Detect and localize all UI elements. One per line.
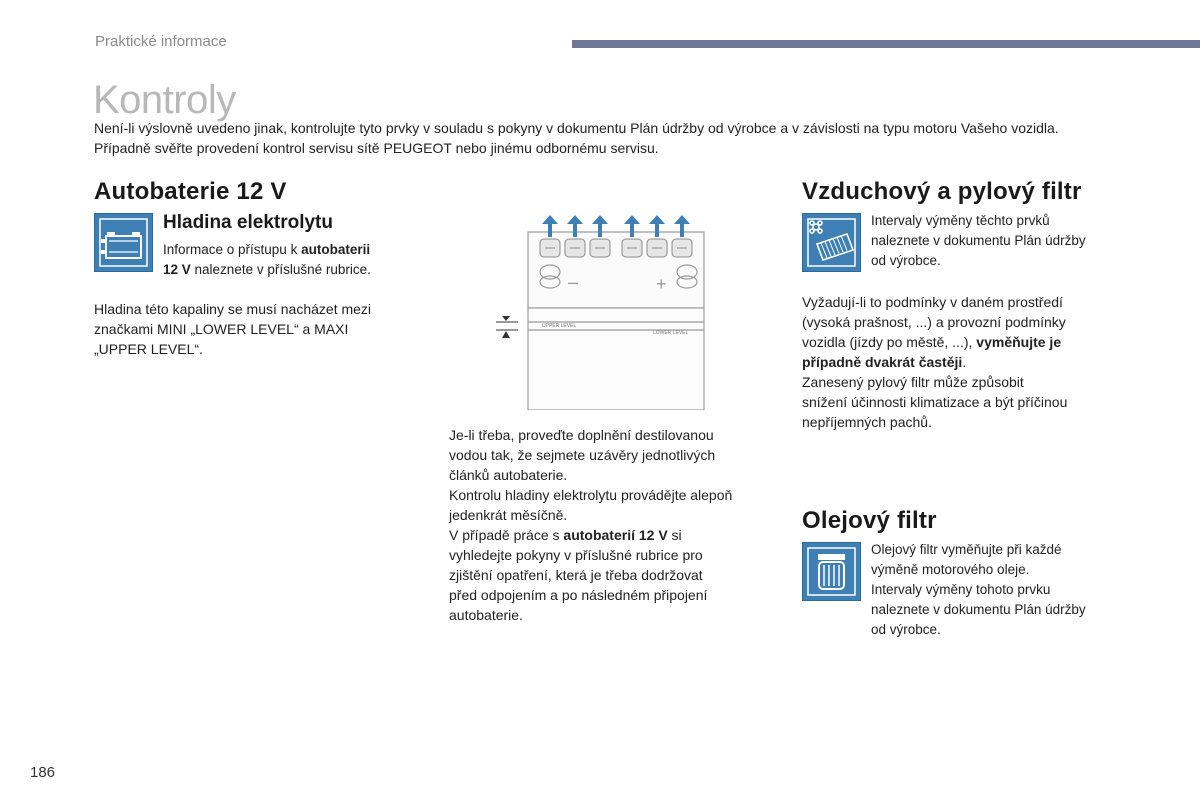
refill-line: vodou tak, že sejmete uzávěry jednotlivých	[449, 447, 716, 463]
work-line: vyhledejte pokyny v příslušné rubrice pro	[449, 547, 703, 563]
battery-heading: Autobaterie 12 V	[94, 178, 287, 205]
level-line: značkami MINI „LOWER LEVEL“ a MAXI	[94, 321, 349, 337]
intro-line-1: Není-li výslovně uvedeno jinak, kontrolujte tyto prvky v souladu s pokyny v dokumentu Plán údržby od výrobce a v závislosti na typu motoru Vašeho vozidla.	[94, 120, 1059, 136]
oil-filter-icon	[802, 542, 861, 601]
level-line: „UPPER LEVEL“.	[94, 341, 203, 357]
lower-level-mark: LOWER LEVEL	[653, 330, 689, 336]
intro-line-2: Případně svěřte provedení kontrol servisu sítě PEUGEOT nebo jinému odbornému servisu.	[94, 140, 659, 156]
minus-terminal-label: –	[568, 272, 579, 292]
work-text-b: si	[667, 527, 682, 543]
conditions-bold-a: vyměňujte je	[976, 334, 1062, 350]
work-line: zjištění opatření, která je třeba dodržovat	[449, 567, 703, 583]
air-filter-intro	[871, 211, 1161, 271]
page-title: Kontroly	[93, 78, 236, 122]
oil-filter-line: výměně motorového oleje.	[871, 562, 1030, 577]
air-filter-heading: Vzduchový a pylový filtr	[802, 178, 1082, 205]
intro-text	[94, 118, 1134, 158]
battery-access-text-b: naleznete v příslušné rubrice.	[190, 262, 371, 277]
conditions-line-4	[802, 352, 1142, 372]
air-filter-intro-line: od výrobce.	[871, 253, 941, 268]
upper-level-mark: UPPER LEVEL	[542, 323, 577, 329]
level-paragraph	[94, 299, 424, 359]
work-line: autobaterie.	[449, 607, 523, 623]
oil-filter-heading: Olejový filtr	[802, 507, 937, 534]
clog-line: nepříjemných pachů.	[802, 414, 932, 430]
conditions-text: vozidla (jízdy po městě, ...),	[802, 334, 977, 350]
cabin-filter-icon	[802, 213, 861, 272]
air-filter-conditions	[802, 292, 1142, 432]
battery-icon	[94, 213, 153, 272]
refill-paragraph	[449, 425, 779, 625]
conditions-period: .	[962, 354, 967, 370]
plus-terminal-label: +	[656, 274, 667, 294]
air-filter-intro-line: naleznete v dokumentu Plán údržby	[871, 233, 1086, 248]
page-number: 186	[30, 764, 56, 781]
oil-filter-line: naleznete v dokumentu Plán údržby	[871, 602, 1086, 617]
refill-line: článků autobaterie.	[449, 467, 568, 483]
level-line: Hladina této kapaliny se musí nacházet mezi	[94, 301, 372, 317]
conditions-line: Vyžadují-li to podmínky v daném prostředí	[802, 294, 1063, 310]
electrolyte-subheading: Hladina elektrolytu	[163, 212, 333, 233]
battery-access-bold-1: autobaterii	[301, 242, 371, 257]
oil-filter-text	[871, 540, 1161, 640]
oil-filter-line: Olejový filtr vyměňujte při každé	[871, 542, 1062, 557]
battery-access-text-a: Informace o přístupu k	[163, 242, 302, 257]
oil-filter-line: Intervaly výměny tohoto prvku	[871, 582, 1051, 597]
refill-line: jedenkrát měsíčně.	[449, 507, 568, 523]
conditions-line: (vysoká prašnost, ...) a provozní podmínky	[802, 314, 1066, 330]
battery-access-bold-2: 12 V	[163, 262, 191, 277]
battery-diagram	[490, 212, 720, 410]
refill-line: Je-li třeba, proveďte doplnění destilovanou	[449, 427, 714, 443]
oil-filter-line: od výrobce.	[871, 622, 941, 637]
conditions-bold-b: případně dvakrát častěji	[802, 354, 963, 370]
header-rule	[572, 40, 1200, 48]
battery-access-info	[163, 240, 423, 280]
air-filter-intro-line: Intervaly výměny těchto prvků	[871, 213, 1050, 228]
work-text-a: V případě práce s	[449, 527, 564, 543]
work-line-first	[449, 525, 779, 545]
work-bold: autobaterií 12 V	[563, 527, 668, 543]
work-line: před odpojením a po následném připojení	[449, 587, 708, 603]
refill-line: Kontrolu hladiny elektrolytu provádějte alepoň	[449, 487, 733, 503]
conditions-line-3	[802, 332, 1142, 352]
clog-line: Zanesený pylový filtr může způsobit	[802, 374, 1024, 390]
clog-line: snížení účinnosti klimatizace a být příčinou	[802, 394, 1068, 410]
section-label: Praktické informace	[95, 33, 227, 50]
